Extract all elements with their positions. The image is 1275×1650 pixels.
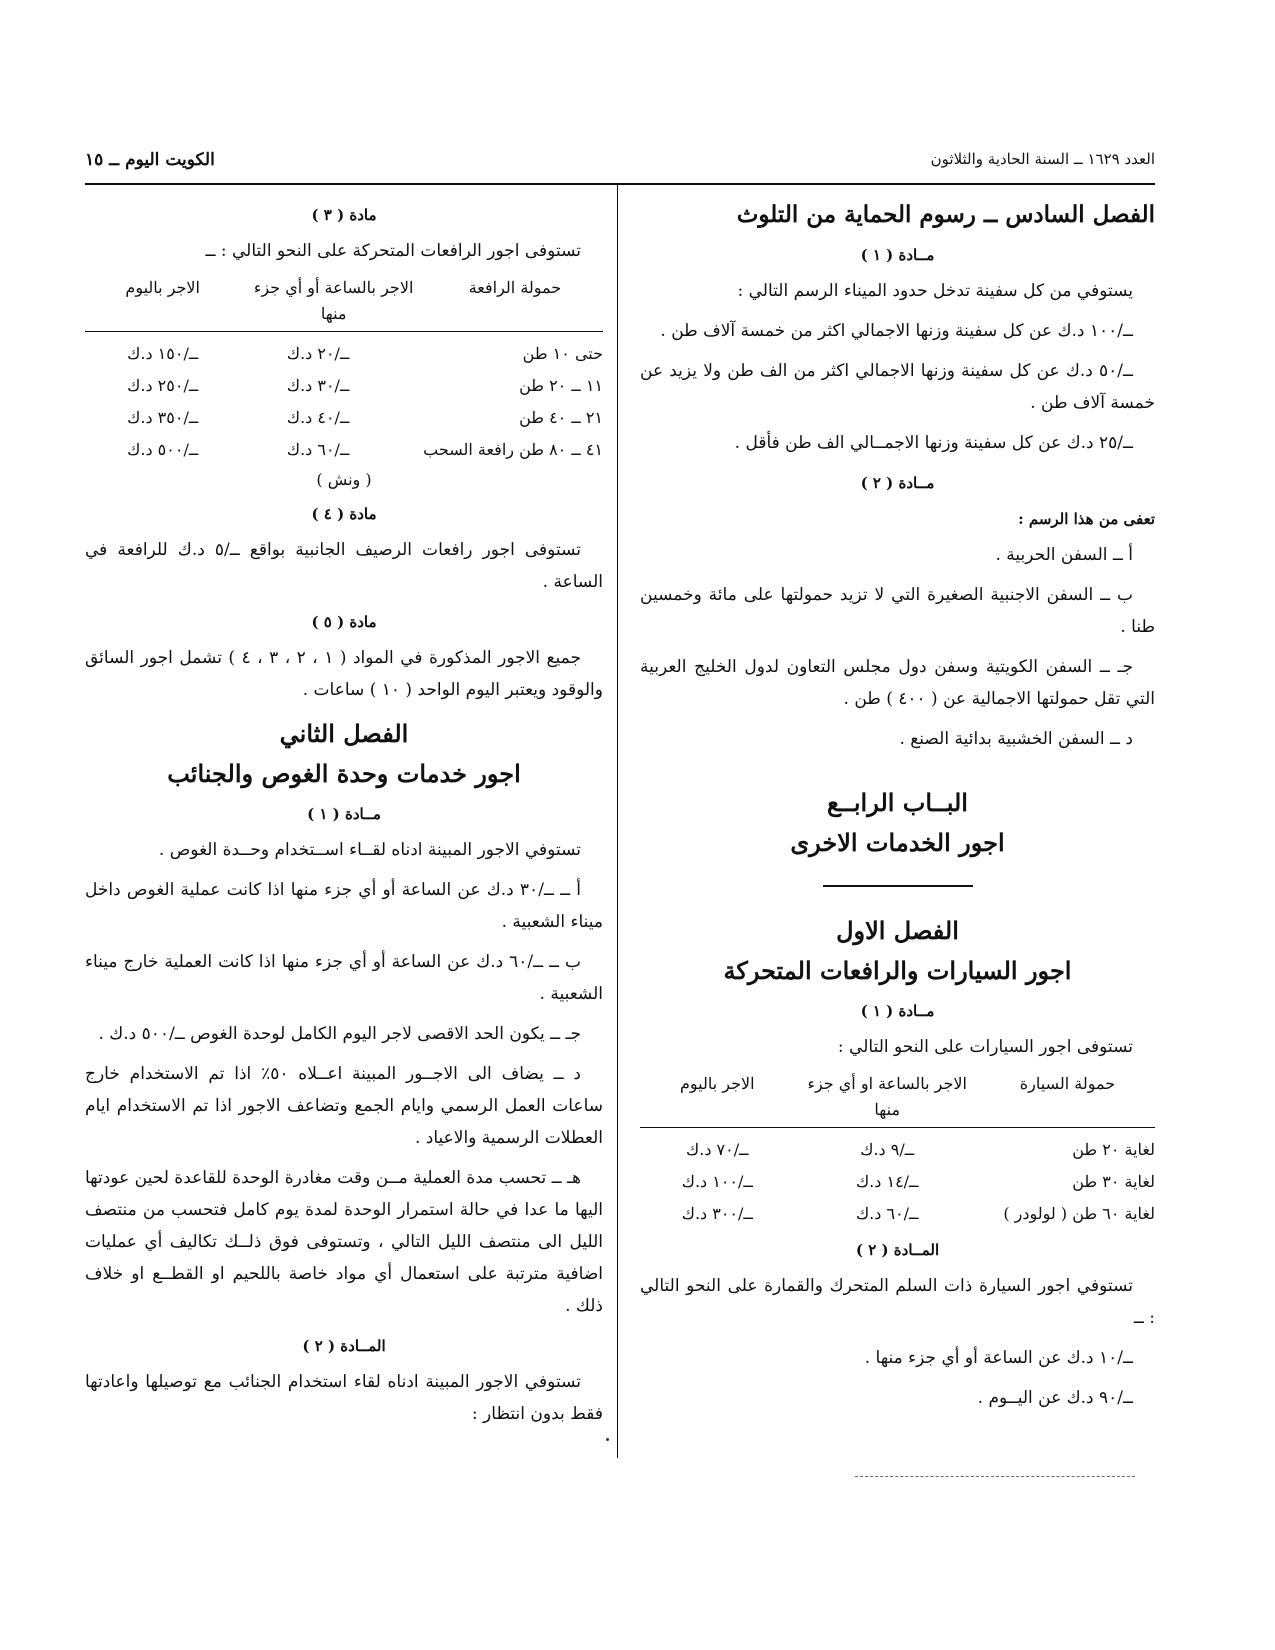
table-row: [640, 1198, 1155, 1230]
table-header-cell: حمولة الرافعة: [468, 278, 562, 297]
article-label: مادة ( ٤ ): [311, 505, 377, 523]
table-row: [85, 434, 603, 466]
paragraph: ب ــ السفن الاجنبية الصغيرة التي لا تزيد حمولتها على مائة وخمسين طنا .: [640, 585, 1155, 637]
paragraph: يستوفي من كل سفينة تدخل حدود الميناء الرسم التالي :: [737, 281, 1133, 301]
table-cell: ــ/٥٠٠ د.ك: [127, 440, 199, 459]
table-row: [85, 338, 603, 370]
paragraph: ــ/٢٥ د.ك عن كل سفينة وزنها الاجمــالي الف طن فأقل .: [734, 433, 1133, 453]
paragraph: أ ــ ــ/٣٠ د.ك عن الساعة أو أي جزء منها اذا كانت عملية الغوص داخل ميناء الشعبية .: [85, 880, 603, 932]
table-cell: ــ/٧٠ د.ك: [686, 1140, 749, 1159]
table-cell: لغاية ٢٠ طن: [1072, 1140, 1155, 1159]
table-cell: ــ/٦٠ د.ك: [286, 440, 350, 459]
page-number: الكويت اليوم ــ ١٥: [85, 150, 215, 170]
chapter1-title: الفصل الاول: [836, 916, 959, 945]
article-label: المــادة ( ٢ ): [855, 1241, 940, 1259]
table-header-cell: الاجر بالساعة أو أي جزء منها: [253, 278, 414, 323]
paragraph: جـ ــ يكون الحد الاقصى لاجر اليوم الكامل لوحدة الغوص ــ/٥٠٠ د.ك .: [98, 1024, 581, 1044]
table-cell: ــ/١٠٠ د.ك: [681, 1172, 753, 1191]
article-label: مــادة ( ٢ ): [860, 474, 935, 492]
table-cell: ــ/٢٠ د.ك: [286, 344, 350, 363]
table-note: ( ونش ): [316, 470, 372, 489]
table-cell: ــ/١٤ د.ك: [855, 1172, 919, 1191]
paragraph: ــ/١٠٠ د.ك عن كل سفينة وزنها الاجمالي اكثر من خمسة آلاف طن .: [660, 321, 1133, 341]
table-row: [640, 1166, 1155, 1198]
table-row: [85, 402, 603, 434]
table-cell: ــ/٦٠ د.ك: [855, 1204, 919, 1223]
table-header-cell: حمولة السيارة: [1019, 1074, 1116, 1093]
cars-table-header: [640, 1071, 1155, 1123]
ornament-divider: [640, 869, 1155, 901]
article-label: مــادة ( ١ ): [860, 246, 935, 264]
paragraph: تستوفي الاجور المبينة ادناه لقاء استخدام الجنائب مع توصيلها واعادتها فقط بدون انتظار :: [85, 1372, 603, 1424]
paragraph: تستوفي الاجور المبينة ادناه لقــاء اســتخدام وحــدة الغوص .: [158, 840, 581, 860]
chapter1-subtitle: اجور السيارات والرافعات المتحركة: [723, 956, 1072, 985]
paragraph: ــ/٥٠ د.ك عن كل سفينة وزنها الاجمالي اكثر من الف طن ولا يزيد عن خمسة آلاف طن .: [640, 361, 1155, 413]
table-row: [640, 1134, 1155, 1166]
table-cell: حتى ١٠ طن: [522, 344, 603, 363]
issue-number: العدد ١٦٢٩ ــ السنة الحادية والثلاثون: [930, 150, 1155, 168]
table-cell: لغاية ٦٠ طن ( لولودر ): [1003, 1204, 1155, 1223]
right-column: [640, 195, 1155, 1422]
table-header-cell: الاجر باليوم: [679, 1074, 755, 1093]
left-column: [85, 195, 603, 1438]
paragraph: ب ــ ــ/٦٠ د.ك عن الساعة أو أي جزء منها اذا كانت العملية خارج ميناء الشعبية .: [85, 952, 603, 1004]
header-rule: [85, 183, 1155, 185]
paragraph: تستوفي اجور السيارة ذات السلم المتحرك والقمارة على النحو التالي : ــ: [640, 1276, 1155, 1328]
table-cell: ــ/٣٥٠ د.ك: [127, 408, 199, 427]
table-cell: ١١ ــ ٢٠ طن: [519, 376, 603, 395]
table-cell: لغاية ٣٠ طن: [1072, 1172, 1155, 1191]
table-cell: ــ/٢٥٠ د.ك: [127, 376, 199, 395]
paragraph: أ ــ السفن الحربية .: [995, 545, 1133, 565]
part4-subtitle: اجور الخدمات الاخرى: [790, 828, 1005, 857]
table-rule: [85, 331, 603, 332]
table-cell: ــ/٣٠٠ د.ك: [681, 1204, 753, 1223]
paragraph: تستوفى اجور الرافعات المتحركة على النحو التالي : ــ: [205, 241, 581, 261]
footer-rule: [855, 1476, 1135, 1477]
chapter6-title: الفصل السادس ــ رسوم الحماية من التلوث: [736, 201, 1155, 228]
chapter2-title: الفصل الثاني: [279, 719, 409, 748]
table-cell: ــ/٣٠ د.ك: [286, 376, 350, 395]
paragraph: ــ/٩٠ د.ك عن اليــوم .: [977, 1388, 1133, 1408]
paragraph: تستوفى اجور رافعات الرصيف الجانبية بواقع ــ/٥ د.ك للرافعة في الساعة .: [85, 540, 603, 592]
paragraph: د ــ السفن الخشبية بدائية الصنع .: [899, 729, 1133, 749]
paragraph: د ــ يضاف الى الاجــور المبينة اعــلاه ٥٠٪ اذا تم الاستخدام خارج ساعات العمل الرسمي وايام الجمع وتضاعف الاجور اذا تم الاستخدام ايام العطلات الرسمية والاعياد .: [85, 1064, 603, 1148]
table-header-cell: الاجر باليوم: [125, 278, 200, 297]
paragraph: تستوفى اجور السيارات على النحو التالي :: [837, 1037, 1133, 1057]
article-label: مادة ( ٣ ): [311, 206, 377, 224]
article-label: مادة ( ٥ ): [311, 613, 377, 631]
table-cell: ٤١ ــ ٨٠ طن رافعة السحب: [423, 440, 603, 459]
chapter2-subtitle: اجور خدمات وحدة الغوص والجنائب: [167, 759, 521, 788]
table-cell: ــ/٤٠ د.ك: [286, 408, 350, 427]
article-label: مــادة ( ١ ): [860, 1002, 935, 1020]
table-cell: ــ/٩ د.ك: [860, 1140, 915, 1159]
exemptions-heading: تعفى من هذا الرسم :: [1018, 510, 1155, 528]
article-label: مــادة ( ١ ): [307, 805, 381, 823]
scan-speck: [606, 1438, 609, 1441]
page-header: [85, 150, 1155, 180]
table-rule: [640, 1127, 1155, 1128]
article-label: المــادة ( ٢ ): [302, 1337, 386, 1355]
cranes-table-header: [85, 275, 603, 327]
part4-title: البــاب الرابــع: [827, 788, 968, 817]
table-header-cell: الاجر بالساعة او أي جزء منها: [807, 1074, 967, 1119]
paragraph: جـ ــ السفن الكويتية وسفن دول مجلس التعاون لدول الخليج العربية التي تقل حمولتها الاجمالية عن ( ٤٠٠ ) طن .: [640, 657, 1155, 709]
paragraph: هـ ــ تحسب مدة العملية مــن وقت مغادرة الوحدة للقاعدة لحين عودتها اليها ما عدا في حالة استمرار الوحدة لمدة يوم كامل فتحسب من منتصف الليل الى منتصف الليل التالي ، وتستوفى فوق ذلــك تكاليف أي عمليات اضافية مترتبة على استعمال أي مواد خاصة باللحيم او القطــع او خلاف ذلك .: [85, 1168, 603, 1316]
paragraph: جميع الاجور المذكورة في المواد ( ١ ، ٢ ، ٣ ، ٤ ) تشمل اجور السائق والوقود ويعتبر اليوم الواحد ( ١٠ ) ساعات .: [85, 648, 603, 700]
column-divider: [617, 183, 618, 1458]
table-cell: ٢١ ــ ٤٠ طن: [519, 408, 603, 427]
table-row: [85, 370, 603, 402]
paragraph: ــ/١٠ د.ك عن الساعة أو أي جزء منها .: [864, 1348, 1133, 1368]
table-cell: ــ/١٥٠ د.ك: [127, 344, 199, 363]
